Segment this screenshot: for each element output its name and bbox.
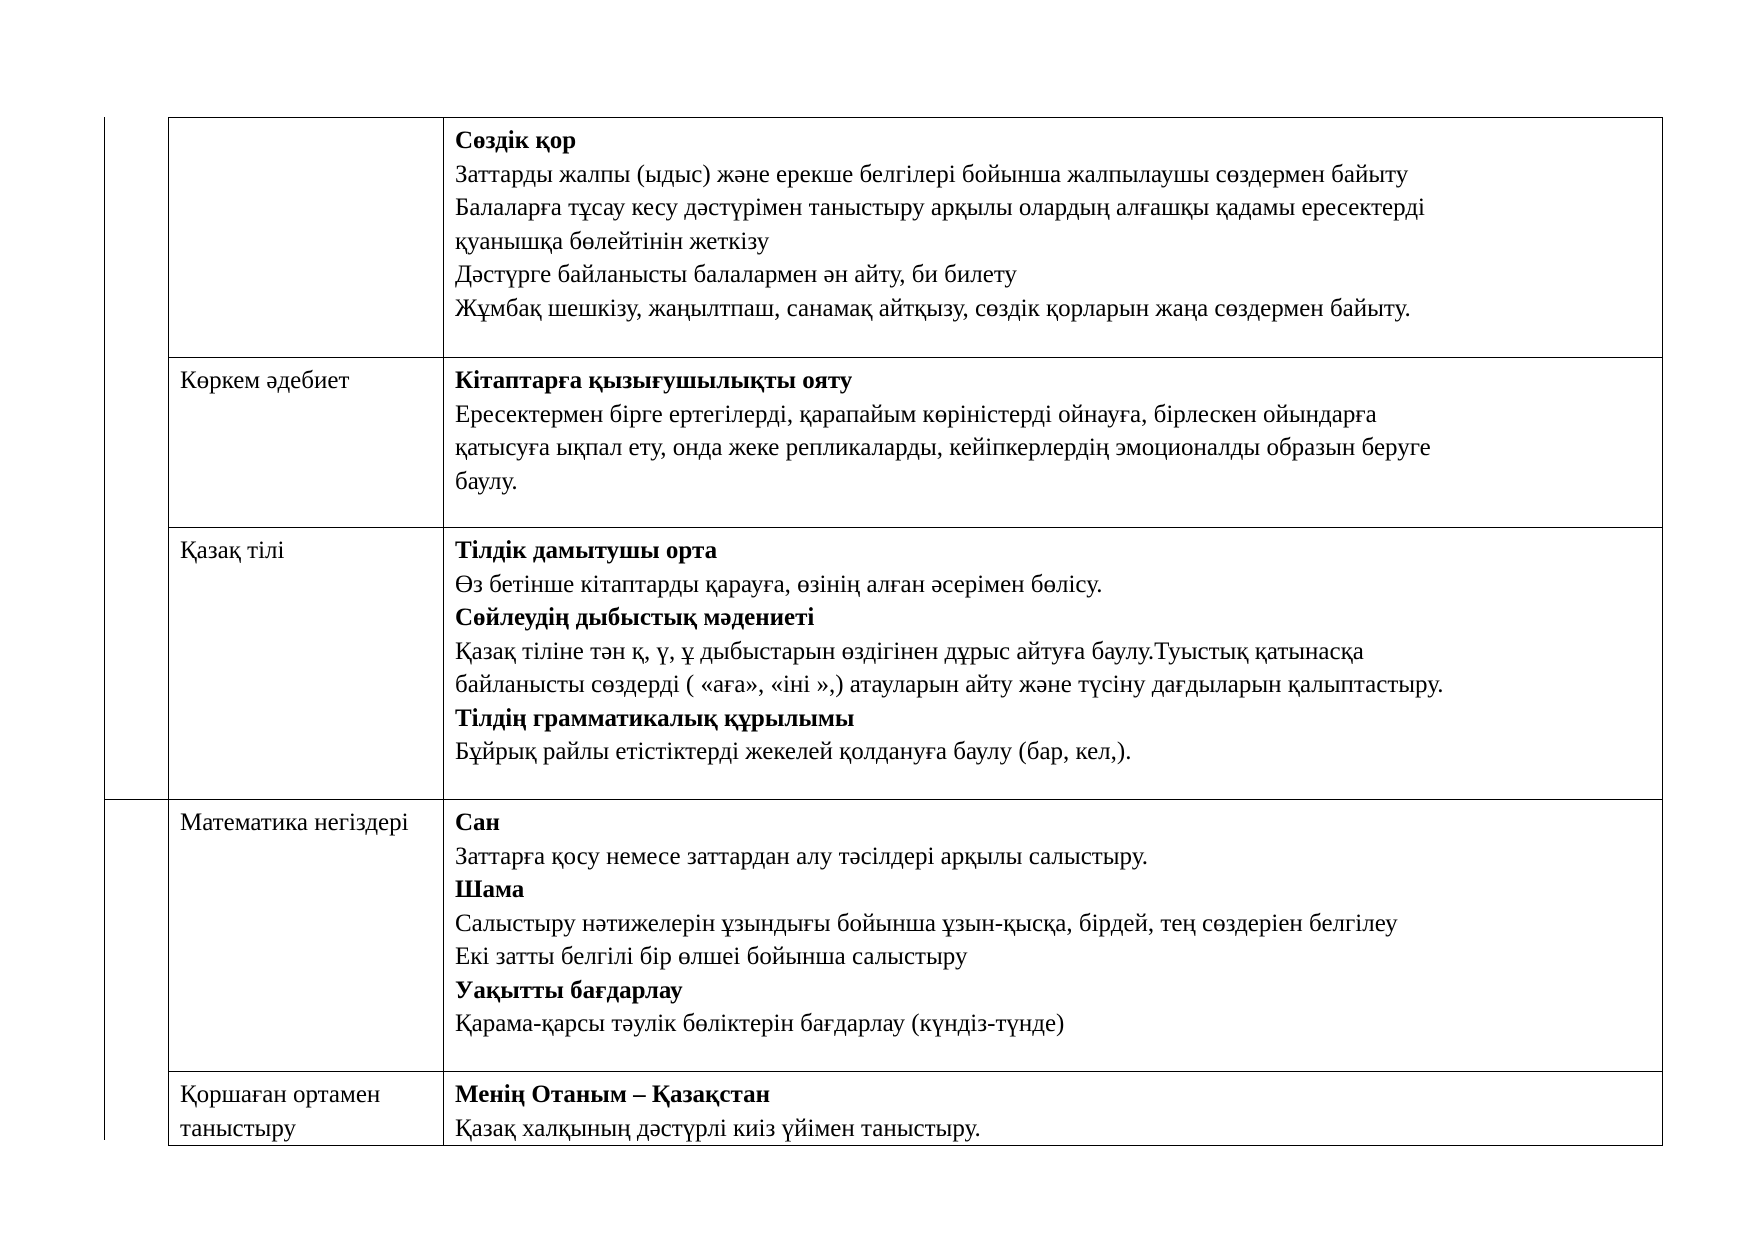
content-cell: [444, 358, 1663, 528]
content-line: Заттарға қосу немесе заттардан алу тәсілдері арқылы салыстыру.: [455, 842, 1148, 870]
section-heading: Кітаптарға қызығушылықты ояту: [455, 367, 853, 394]
section-heading: Сан: [455, 809, 500, 836]
content-cell: [444, 528, 1663, 800]
content-line: Қазақ халқының дәстүрлі киіз үйімен таныстыру.: [455, 1114, 981, 1142]
content-line: баулу.: [455, 467, 518, 495]
content-line: Жұмбақ шешкізу, жаңылтпаш, санамақ айтқызу, сөздік қорларын жаңа сөздермен байыту.: [455, 294, 1411, 322]
content-line: Салыстыру нәтижелерін ұзындығы бойынша ұзын-қысқа, бірдей, тең сөздеріен белгілеу: [455, 909, 1398, 937]
content-line: Екі затты белгілі бір өлшеі бойынша салыстыру: [455, 943, 968, 970]
subject-cell: [169, 118, 444, 358]
section-heading: Сөздік қор: [455, 127, 577, 154]
content-line: Заттарды жалпы (ыдыс) және ерекше белгілері бойынша жалпылаушы сөздермен байыту: [455, 160, 1409, 188]
content-line: Ересектермен бірге ертегілерді, қарапайым көріністерді ойнауға, бірлескен ойындарға: [455, 400, 1377, 428]
section-heading: Тілдік дамытушы орта: [455, 537, 718, 564]
content-line: Дәстүрге байланысты балалармен ән айту, би билету: [455, 261, 1017, 288]
content-line: қуанышқа бөлейтінін жеткізу: [455, 227, 770, 255]
table-row: [169, 118, 1663, 358]
subject-label: Көркем әдебиет: [180, 367, 350, 394]
subject-label: Математика негіздері: [180, 809, 409, 836]
subject-cell: [169, 1072, 444, 1146]
section-heading: Шама: [455, 876, 525, 903]
content-line: Қазақ тіліне тән қ, ү, ұ дыбыстарын өздігінен дұрыс айтуға баулу.Туыстық қатынасқа: [455, 637, 1364, 665]
table-row: [169, 528, 1663, 800]
content-line: Балаларға тұсау кесу дәстүрімен таныстыру арқылы олардың алғашқы қадамы ересектерді: [455, 194, 1425, 221]
outer-table-left-border: [104, 117, 105, 1140]
content-line: Қарама-қарсы тәулік бөліктерін бағдарлау (күндіз-түнде): [455, 1010, 1065, 1037]
subject-label: Қазақ тілі: [180, 537, 285, 564]
content-cell: [444, 118, 1663, 358]
table-row: [169, 1072, 1663, 1146]
content-line: Өз бетінше кітаптарды қарауға, өзінің алған әсерімен бөлісу.: [455, 570, 1103, 598]
content-line: байланысты сөздерді ( «аға», «іні »,) атауларын айту және түсіну дағдыларын қалыптастыру.: [455, 671, 1444, 698]
content-cell: [444, 800, 1663, 1072]
table-row: [169, 358, 1663, 528]
section-heading: Тілдің грамматикалық құрылымы: [455, 704, 855, 732]
outer-table-row-divider: [104, 799, 168, 800]
subject-cell: [169, 800, 444, 1072]
curriculum-table: [168, 117, 1663, 1146]
content-line: Бұйрық райлы етістіктерді жекелей қолдануға баулу (бар, кел,).: [455, 738, 1132, 765]
table-row: [169, 800, 1663, 1072]
content-line: қатысуға ықпал ету, онда жеке репликаларды, кейіпкерлердің эмоционалды образын беруге: [455, 434, 1431, 461]
subject-cell: [169, 528, 444, 800]
content-cell: [444, 1072, 1663, 1146]
section-heading: Уақытты бағдарлау: [455, 976, 683, 1004]
section-heading: Менің Отаным – Қазақстан: [455, 1081, 771, 1108]
subject-label: Қоршаған ортамен таныстыру: [180, 1081, 381, 1142]
subject-cell: [169, 358, 444, 528]
section-heading: Сөйлеудің дыбыстық мәдениеті: [455, 604, 815, 631]
